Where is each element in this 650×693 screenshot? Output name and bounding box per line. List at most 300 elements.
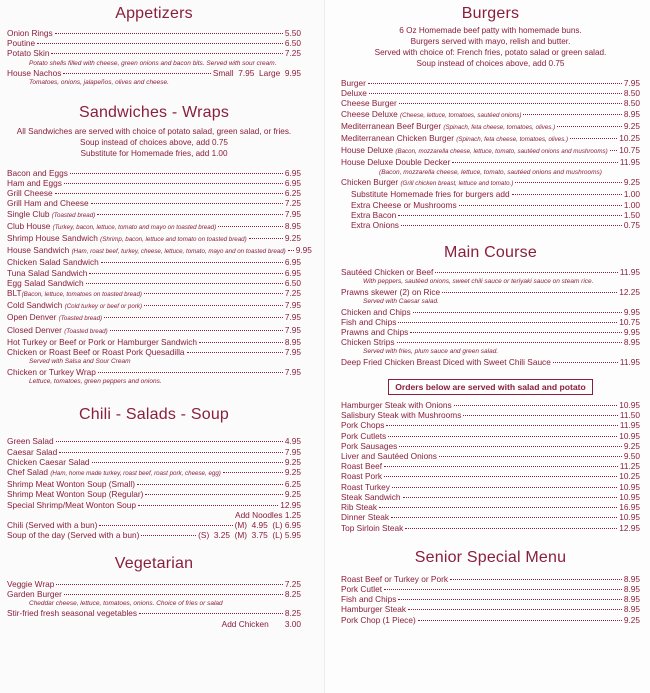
leader-dots [399,446,622,447]
item-price: 7.25 [284,288,301,299]
menu-item [341,604,640,614]
menu-item [341,337,640,347]
item-price: 10.75 [619,145,640,156]
leader-dots [454,405,618,406]
leader-dots [101,262,283,263]
item-description: (Spinach, feta cheese, tomatoes, olives.) [456,136,569,144]
leader-dots [99,525,232,526]
item-price: 8.25 [284,608,301,619]
item-price: 8.95 [623,337,640,348]
menu-item [7,245,312,257]
item-name: Hot Turkey or Beef or Pork or Hamburger Sandwich [7,336,197,347]
item-price: 10.95 [619,491,640,502]
item-name: Extra Bacon [351,209,397,220]
leader-dots [413,312,622,313]
item-name: Mediterranean Beef Burger (Spinach, feta cheese, tomatoes, olives.) [341,120,556,131]
item-name: Pork Chops [341,420,385,431]
item-name: Pork Chop (1 Piece) [341,614,416,625]
menu-item [341,523,640,533]
item-price: 9.95 [623,326,640,337]
leader-dots [399,103,622,104]
item-name: Mediterranean Chicken Burger (Spinach, feta cheese, tomatoes, olives.) [341,133,569,144]
item-name: Grill Ham and Cheese [7,198,89,209]
item-name: Egg Salad Sandwich [7,277,84,288]
leader-dots [139,613,283,614]
sandwiches-note-3: Substitute for Homemade fries, add 1.00 [80,148,228,158]
item-price: 9.95 [295,245,312,256]
menu-item [341,431,640,441]
item-description: (Cold turkey or beef or pork) [64,303,143,311]
item-name: Cheese Burger [341,98,397,109]
item-price: 9.25 [623,614,640,625]
leader-dots [138,505,278,506]
item-description: (Shrimp, bacon, lettuce and tomato on toasted bread) [100,236,247,244]
menu-item [341,461,640,471]
item-price: 10.95 [619,400,640,411]
main-course-list [341,307,640,348]
leader-dots [403,497,618,498]
item-name: Special Shrimp/Meat Wonton Soup [7,499,136,510]
chili-list [7,436,301,509]
item-price: 10.75 [619,316,640,327]
menu-item [341,471,640,481]
menu-item [341,400,640,410]
menu-item [7,268,301,278]
leader-dots [144,305,283,306]
item-name: Pork Sausages [341,440,398,451]
leader-dots [288,250,294,251]
add-chicken: Add Chicken 3.00 [221,618,301,629]
leader-dots [137,484,283,485]
leader-dots [388,436,617,437]
menu-item [341,492,640,502]
leader-dots [218,226,283,227]
item-price: 6.50 [284,38,301,49]
menu-item-house-nachos [7,68,301,78]
leader-dots [63,73,210,74]
item-name: Club House (Turkey, bacon, lettuce, tomato and mayo on toasted bread) [7,220,217,231]
item-price: 9.25 [284,233,301,244]
nachos-note: Tomatoes, onions, jalapeños, olives and cheese. [29,79,169,87]
item-price: 11.95 [619,356,640,367]
menu-item [7,288,301,300]
item-price: 9.25 [284,467,301,478]
item-name: Chicken Salad Sandwich [7,257,99,268]
item-name: Extra Onions [351,219,399,230]
leader-dots [553,362,618,363]
leader-dots [442,292,617,293]
item-name: Cold Sandwich (Cold turkey or beef or pork) [7,300,143,311]
leader-dots [64,594,283,595]
leader-dots [55,33,283,34]
item-price: 9.95 [623,306,640,317]
item-price: 8.95 [623,594,640,605]
item-name: Chicken Caesar Salad [7,456,90,467]
menu-item [7,312,301,324]
menu-item [7,209,301,221]
leader-dots [515,182,622,183]
chili-title: Chili - Salads - Soup [78,406,230,424]
menu-item [341,512,640,522]
menu-item [7,28,301,38]
sauteed-note: With peppers, sautéed onions, sweet chili sauce or teriyaki sauce on steam rice. [363,278,594,286]
item-description: (Ham, roast beef, turkey, cheese, lettuce, tomato, mayo and on toasted bread) [71,248,286,256]
item-name: Cheese Deluxe (Cheese, lettuce, tomatoes, sautéed onions) [341,108,522,119]
item-price: 7.95 [284,347,301,358]
item-price: 1.50 [623,209,640,220]
item-price: 5.50 [284,28,301,38]
item-price: 1.00 [623,189,640,200]
item-price: 9.25 [284,456,301,467]
item-price: 6.25 [284,479,301,490]
item-name: Chef Salad (Ham, home made turkey, roast beef, roast pork, cheese, egg) [7,467,221,478]
menu-item [341,441,640,451]
item-price: 8.95 [284,220,301,231]
item-name: Extra Cheese or Mushrooms [351,199,457,210]
item-price: 11.95 [619,157,640,168]
item-price: Small 7.95 Large 9.95 [212,68,301,79]
item-description: (Toasted bread) [64,327,108,335]
item-price: 7.25 [284,578,301,589]
item-description: (Toasted bread) [58,315,103,323]
leader-dots [435,272,618,273]
item-price: 8.25 [284,588,301,599]
burgers-title: Burgers [461,5,520,22]
senior-list [341,574,640,625]
item-name: Roast Turkey [341,481,390,492]
menu-item [341,574,640,584]
item-price: 11.50 [619,410,640,421]
item-name: Chicken Burger (Grill chicken breast, lettuce and tomato.) [341,177,514,188]
menu-item [7,447,301,457]
leader-dots [56,441,283,442]
menu-item [341,307,640,317]
item-price: 8.50 [623,98,640,109]
burgers-note-4: Soup instead of choices above, add 0.75 [416,59,565,68]
item-price: 6.50 [284,277,301,288]
item-name: House Deluxe Double Decker [341,157,451,168]
menu-item-wrap [7,367,301,377]
leader-dots [141,535,196,536]
leader-dots [64,183,283,184]
appetizers-list [7,28,301,59]
item-name: Chili (Served with a bun) [7,520,98,531]
item-price: 10.25 [619,133,640,144]
menu-item-sauteed [341,267,640,277]
leader-dots [401,225,622,226]
item-description: (Toasted bread) [51,211,96,219]
leader-dots [557,126,622,127]
item-price: 9.25 [623,120,640,131]
item-price: 8.95 [623,108,640,119]
prawns-note: Served with Caesar salad. [363,298,439,306]
vegetarian-list [7,579,301,599]
menu-item [341,133,640,145]
leader-dots [145,494,282,495]
item-name: Hamburger Steak with Onions [341,400,452,411]
item-name: Bacon and Eggs [7,167,68,178]
item-price: 10.95 [619,512,640,523]
leader-dots [144,293,283,294]
item-name: Shrimp Meat Wonton Soup (Small) [7,479,136,490]
menu-item [7,188,301,198]
item-price: 0.75 [623,219,640,230]
leader-dots [55,193,283,194]
item-description: (Spinach, feta cheese, tomatoes, olives.) [443,123,556,131]
menu-item [7,500,301,510]
leader-dots [86,283,283,284]
item-name: Tuna Salad Sandwich [7,267,88,278]
item-price: 9.25 [623,177,640,188]
leader-dots [452,162,618,163]
menu-item-chicken-burger [341,177,640,189]
item-name: Fish and Chips [341,316,397,327]
senior-title: Senior Special Menu [414,548,567,566]
burgers-note-2: Burgers served with mayo, relish and butter. [410,37,571,46]
item-name: Prawns skewer (2) on Rice [341,286,441,297]
leader-dots [410,332,622,333]
menu-item [341,584,640,594]
item-name: Roast Beef or Turkey or Pork [341,573,448,584]
item-name: Top Sirloin Steak [341,522,404,533]
menu-item [7,168,301,178]
burgers-note-3: Served with choice of: French fries, potato salad or green salad. [374,48,607,57]
sandwiches-list [7,167,312,358]
menu-item [7,467,301,479]
wrap-note: Lettuce, tomatoes, green peppers and onions. [29,377,162,385]
item-name: Chicken or Turkey Wrap [7,366,96,377]
item-price: 7.25 [284,198,301,209]
vegetarian-title: Vegetarian [114,554,194,572]
menu-item [7,278,301,288]
leader-dots [70,173,283,174]
item-name: Open Denver (Toasted bread) [7,312,103,323]
menu-item [7,479,301,489]
leader-dots [384,466,618,467]
menu-item-deep-fried [341,357,640,367]
item-description: (Turkey, bacon, lettuce, tomato and mayo on toasted bread) [52,223,217,231]
item-name: Roast Pork [341,471,383,482]
item-price: (M) 4.95 (L) 6.95 [234,520,301,531]
quesadilla-note: Served with Salsa and Sour Cream [29,358,131,366]
main-course-title: Main Course [444,244,537,262]
item-name: Veggie Wrap [7,578,55,589]
leader-dots [384,589,622,590]
menu-item [341,210,640,220]
menu-item [341,420,640,430]
item-price: 10.25 [619,471,640,482]
item-name: Fish and Chips [341,594,397,605]
add-noodles: Add Noodles 1.25 [235,509,301,520]
item-price: 8.95 [623,583,640,594]
leader-dots [439,456,622,457]
garden-burger-note: Cheddar cheese, lettuce, tomatoes, onions. Choice of fries or salad [29,599,223,607]
menu-item [341,451,640,461]
item-price: 4.95 [284,436,301,447]
leader-dots [418,620,622,621]
item-price: 7.25 [284,48,301,59]
item-name: Caesar Salad [7,446,58,457]
item-price: 12.95 [280,499,301,510]
item-description: (Ham, home made turkey, roast beef, roast pork, cheese, egg) [50,470,221,478]
leader-dots [512,194,622,195]
menu-item [7,457,301,467]
item-name: Potato Skin [7,48,50,59]
item-name: Liver and Sautéed Onions [341,451,437,462]
orders-below-list [341,400,640,533]
item-name: Green Salad [7,436,54,447]
leader-dots [398,322,617,323]
menu-item-prawns-skewer [341,287,640,297]
menu-item [7,436,301,446]
menu-item-chili [7,520,301,530]
item-name: House Deluxe (Bacon, mozzarella cheese, lettuce, tomato, sautéed onions and mushrooms) [341,145,608,156]
item-price: 7.95 [284,208,301,219]
item-name: Prawns and Chips [341,326,409,337]
menu-item [341,189,640,199]
leader-dots [392,487,617,488]
leader-dots [610,150,618,151]
item-price: 11.95 [619,420,640,431]
menu-item [341,502,640,512]
item-price: 7.95 [284,300,301,311]
menu-item [7,579,301,589]
item-price: 7.95 [284,366,301,377]
menu-item [7,257,301,267]
item-price: 8.95 [623,573,640,584]
menu-item [341,88,640,98]
menu-item [7,48,301,58]
menu-item [7,38,301,48]
item-name: Single Club (Toasted bread) [7,208,96,219]
sandwiches-title: Sandwiches - Wraps [78,103,230,121]
item-price: 6.95 [284,267,301,278]
double-decker-note: (Bacon, mozzarella cheese, lettuce, tomato, sautéed onions and mushrooms) [379,168,602,176]
leader-dots [110,330,283,331]
menu-item [341,98,640,108]
item-price: 9.25 [284,489,301,500]
menu-item [341,200,640,210]
item-name: Pork Cutlets [341,430,387,441]
item-price: 6.95 [284,178,301,189]
menu-item [341,594,640,604]
item-price: 7.95 [284,324,301,335]
item-price: 10.95 [619,430,640,441]
item-name: Rib Steak [341,502,377,513]
item-price: 8.95 [284,336,301,347]
burgers-note-1: 6 Oz Homemade beef patty with homemade buns. [399,26,582,35]
item-name: Ham and Eggs [7,178,62,189]
menu-item [7,233,301,245]
leader-dots [391,517,617,518]
item-price: 9.25 [623,440,640,451]
menu-item [341,157,640,167]
menu-item [7,589,301,599]
item-name: House Sandwich (Ham, roast beef, turkey, cheese, lettuce, tomato, mayo and on toasted bread) [7,245,286,256]
item-price: 6.95 [284,167,301,178]
item-name: Burger [341,78,366,88]
menu-item [341,121,640,133]
menu-item [341,327,640,337]
leader-dots [187,352,283,353]
item-name: Shrimp House Sandwich (Shrimp, bacon, lettuce and tomato on toasted bread) [7,233,247,244]
item-name: Poutine [7,38,36,49]
leader-dots [249,238,283,239]
menu-item [7,198,301,208]
item-price: 6.95 [284,257,301,268]
item-price: 8.95 [623,604,640,615]
leader-dots [397,342,622,343]
item-name: Salisbury Steak with Mushrooms [341,410,462,421]
item-price: 8.50 [623,88,640,99]
leader-dots [369,93,622,94]
leader-dots [199,342,283,343]
appetizers-title: Appetizers [115,5,193,22]
sandwiches-note-2: Soup instead of choices above, add 0.75 [80,137,228,147]
menu-item [7,300,301,312]
item-name: Deep Fried Chicken Breast Diced with Sweet Chili Sauce [341,356,551,367]
item-price: 1.00 [623,199,640,210]
item-price: 9.50 [623,451,640,462]
leader-dots [92,462,283,463]
item-name: Substitute Homemade fries for burgers add [351,189,510,200]
item-price: 6.25 [284,188,301,199]
menu-item [7,178,301,188]
leader-dots [368,83,622,84]
menu-item [341,78,640,88]
item-price: 12.25 [619,286,640,297]
menu-item [341,615,640,625]
item-name: Roast Beef [341,461,383,472]
item-name: Chicken or Roast Beef or Roast Pork Quesadilla [7,347,185,358]
menu-item [7,347,301,357]
leader-dots [570,138,617,139]
menu-item [341,317,640,327]
burgers-list [341,78,640,168]
item-name: Stir-fried fresh seasonal vegetables [7,608,138,619]
item-name: House Nachos [7,68,62,79]
leader-dots [97,214,283,215]
item-name: BLT(Bacon, lettuce, tomatoes on toasted bread) [7,288,142,299]
leader-dots [384,476,617,477]
item-name: Onion Rings [7,28,53,38]
item-price: 10.95 [619,481,640,492]
right-column [325,0,650,693]
item-price: (S) 3.25 (M) 3.75 (L) 5.95 [198,530,301,541]
leader-dots [56,584,282,585]
item-price: 7.95 [284,312,301,323]
leader-dots [386,425,617,426]
menu-item [341,482,640,492]
menu-item [341,220,640,230]
item-name: Shrimp Meat Wonton Soup (Regular) [7,489,144,500]
menu-item [341,109,640,121]
salad-potato-banner: Orders below are served with salad and potato [388,379,593,395]
item-description: (Bacon, lettuce, tomatoes on toasted bread) [21,291,142,299]
menu-item-stirfry [7,608,301,618]
leader-dots [450,579,622,580]
burger-extras-list [341,189,640,230]
leader-dots [37,43,283,44]
item-name: Chicken Strips [341,337,395,348]
leader-dots [51,53,282,54]
strips-note: Served with fries, plum sauce and green salad. [363,348,499,356]
item-name: Steak Sandwich [341,491,401,502]
leader-dots [523,114,621,115]
potato-skin-note: Potato shells filled with cheese, green onions and bacon bits. Served with sour cream. [29,59,277,67]
item-price: 7.95 [284,446,301,457]
menu-item [7,221,301,233]
